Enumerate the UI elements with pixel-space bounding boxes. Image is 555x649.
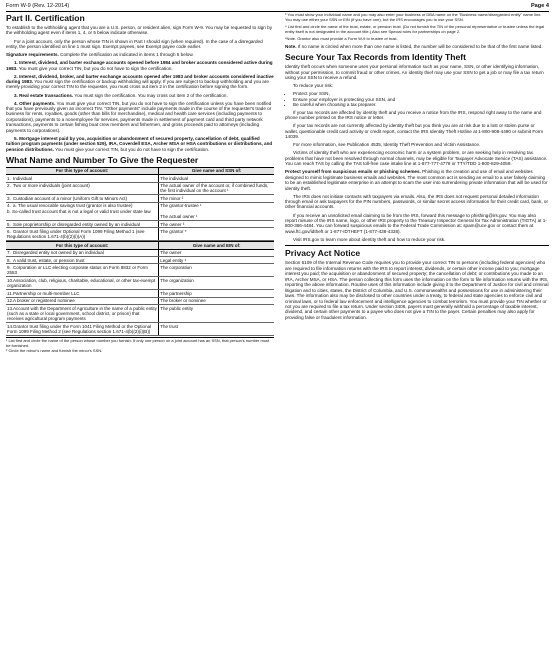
list-item: • Protect your SSN, (293, 91, 549, 96)
footnote-3: ³ You must show your individual name and you may also enter your business or DBA name on the "Business name/disregarded entity" name line. You may use either your SSN or EIN (if you have one), but the IRS encourages you to use your SSN. (285, 12, 542, 22)
identity-theft-intro: Identity theft occurs when someone uses your personal information such as your name, SSN, or other identifying information, without your permission, to commit fraud or other crimes. An identity thief may use your SSN to get a job or may file a tax return using your SSN to receive a refund. (285, 64, 544, 81)
table-row: 14.Grantor trust filing under the Form 1041 Filing Method or the Optional Form 1099 Filing Method 2 (see Regulations section 1.671-4(b)(2)(i)(B)) The trust (6, 323, 274, 336)
grantor-note: *Note. Grantor also must provide a Form W-9 to trustee of trust. (285, 36, 398, 41)
list-item: • Be careful when choosing a tax preparer. (293, 102, 549, 107)
right-column (285, 13, 549, 323)
footnote-4: ⁴ List first and circle the name of the trust, estate, or pension trust. (Do not furnish the TIN of the personal representative or trustee unless the legal entity itself is not designated in the account title.) Also see Special rules for partnerships on page 2. (285, 24, 545, 34)
ein-col-account: For this type of account: (6, 242, 159, 249)
cert-item-3: 3. Real estate transactions. You must sign the certification. You may cross out item 2 of the certification. (14, 92, 228, 98)
table-row: 6. Grantor trust filing under Optional Form 1099 Filing Method 1 (see Regulations section 1.671-4(b)(2)(i)(A)) The grantor * (6, 228, 274, 241)
table-row: 13.Account with the Department of Agriculture in the name of a public entity (such as a state or local government, school district, or prison) that receives agricultural program payments The public entity (6, 305, 274, 323)
table-row: 3. Custodian account of a minor (Uniform Gift to Minors Act) The minor ² (6, 195, 274, 202)
cert-item-5: 5. Mortgage interest paid by you, acquisition or abandonment of secured property, cancellation of debt, qualified tuition program payments (under section 529), IRA, Coverdell ESA, Archer MSA or HSA contributions or distributions, and pension distributions. You must give your correct TIN, but you do not have to sign the certification. (6, 135, 273, 152)
table-row: 7. Disregarded entity not owned by an individual The owner (6, 249, 274, 256)
cert-item-1: 1. Interest, dividend, and barter exchange accounts opened before 1984 and broker accounts considered active during 1983. You must give your correct TIN, but you do not have to sign the certification. (6, 60, 273, 71)
certification-heading: Part II. Certification (6, 13, 85, 23)
identity-theft-heading: Secure Your Tax Records from Identity Theft (285, 52, 466, 63)
footnote-2: ² Circle the minor's name and furnish the minor's SSN. (6, 347, 103, 353)
ssn-col-account: For this type of account: (6, 167, 159, 174)
list-item: • Ensure your employer is protecting your SSN, and (293, 97, 549, 102)
reduce-risk-label: To reduce your risk: (293, 83, 334, 89)
section-divider (285, 245, 549, 246)
hotline-paragraph: If your tax records are not currently affected by identity theft but you think you are at risk due to a lost or stolen purse or wallet, questionable credit card activity or credit report, contact the IRS Identity Theft Hotline at 1-800-908-4490 or submit Form 14039. (285, 123, 544, 140)
intro-paragraph: To establish to the withholding agent that you are a U.S. person, or resident alien, sign Form W-9. You may be requested to sign by the withholding agent even if items 1, 4, or 5 below indicate otherwise. (6, 25, 272, 36)
table-row: 10.Association, club, religious, charitable, educational, or other tax-exempt organization The organization (6, 277, 274, 290)
table-row: 2. Two or more individuals (joint account) The actual owner of the account or, if combined funds, the first individual on the account ¹ (6, 182, 274, 195)
table-row: 9. Corporation or LLC electing corporate status on Form 8832 or Form 2553 The corporation (6, 264, 274, 277)
irs-email-paragraph: The IRS does not initiate contacts with taxpayers via emails. Also, the IRS does not request personal detailed information through email or ask taxpayers for the PIN numbers, passwords, or similar secret access information for their credit card, bank, or other financial accounts. (285, 193, 548, 210)
table-row: 4. a. The usual revocable savings trust (grantor is also trustee) b. So-called trust account that is not a legal or valid trust under state law The grantor-trustee ¹ The actual owner ¹ (6, 202, 274, 220)
cert-item-2: 2. Interest, dividend, broker, and barter exchange accounts opened after 1983 and broker accounts considered inactive during 1983. You must sign the certification or backup withholding will apply. If you are subject to backup withholding and you are merely providing your correct TIN to the requester, you must cross out item 2 in the certification before signing the form. (6, 73, 274, 90)
page-header (6, 2, 549, 12)
risk-list (285, 91, 549, 107)
table-row: 5. Sole proprietorship or disregarded entity owned by an individual The owner ³ (6, 220, 274, 227)
privacy-paragraph: Section 6109 of the Internal Revenue Code requires you to provide your correct TIN to persons (including federal agencies) who are required to file information returns with the IRS to report interest, dividends, or certain other income paid to you; mortgage interest you paid; the acquisition or abandonment of secured property; the cancellation of debt; or contributions you made to an IRA, Archer MSA, or HSA. The person collecting this form uses the information on the form to file information returns with the IRS, reporting the above information. Routine uses of this information include giving it to the Department of Justice for civil and criminal litigation and to cities, states, the District of Columbia, and U.S. commonwealths and possessions for use in administering their laws. The information also may be disclosed to other countries under a treaty, to federal and state agencies to enforce civil and criminal laws, or to federal law enforcement and intelligence agencies to combat terrorism. You must provide your TIN whether or not you are required to file a tax return. Under section 3406, payers must generally withhold a percentage of taxable interest, dividend, and certain other payments to a payee who does not give a TIN to the payer. Certain penalties may also apply for providing false or fraudulent information. (285, 260, 549, 320)
joint-account-paragraph: For a joint account, only the person whose TIN is shown in Part I should sign (when required). In the case of a disregarded entity, the person identified on line 1 must sign. Exempt payees, see Exempt payee code earlier. (6, 38, 263, 49)
right-footnotes (285, 13, 549, 42)
table-row: 1. Individual The individual (6, 175, 274, 182)
page-number: Page 4 (530, 3, 549, 9)
ssn-table (6, 167, 274, 241)
ein-table (6, 241, 274, 336)
tas-paragraph: Victims of identity theft who are experiencing economic harm or a system problem, or are seeking help in resolving tax problems that have not been resolved through normal channels, may be eligible for Taxpayer Advocate Service (TAS) assistance. You can reach TAS by calling the TAS toll-free case intake line at 1-877-777-4778 or TTY/TDD 1-800-829-4059. (285, 150, 548, 167)
footnote-1: ¹ List first and circle the name of the person whose number you furnish. If only one person on a joint account has an SSN, that person's number must be furnished. (6, 337, 270, 348)
cert-item-4: 4. Other payments. You must give your correct TIN, but you do not have to sign the certification unless you have been notified that you have previously given an incorrect TIN. "Other payments" include payments made in the course of the requester's trade or business for rents, royalties, goods (other than bills for merchandise), medical and health care services (including payments to corporations), payments to a nonemployee for services, payments made in settlement of payment card and third party network transactions, payments to certain fishing boat crew members and fishermen, and gross proceeds paid to attorneys (including payments to corporations). (6, 100, 272, 133)
ein-col-give: Give name and EIN of: (159, 242, 274, 249)
left-column (6, 13, 274, 354)
circled-name-note: Note. If no name is circled when more than one name is listed, the number will be considered to be that of the first name listed. (285, 44, 543, 50)
table-row: 8. A valid trust, estate, or pension trust Legal entity ⁴ (6, 256, 274, 263)
requester-table-heading: What Name and Number To Give the Requester (6, 154, 199, 165)
signature-requirements: Signature requirements. Complete the certification as indicated in items 1 through 5 below. (6, 52, 194, 57)
ssn-col-give: Give name and SSN of: (159, 167, 274, 174)
publication-paragraph: For more information, see Publication 4535, Identity Theft Prevention and Victim Assistance. (293, 142, 481, 148)
table-row: 11.Partnership or multi-member LLC The partnership (6, 290, 274, 297)
phishing-paragraph: Protect yourself from suspicious emails or phishing schemes. Phishing is the creation and use of email and websites designed to mimic legitimate business emails and websites. The most common act is sending an email to a user falsely claiming to be an established legitimate enterprise in an attempt to scam the user into surrendering private information that will be used for identity theft. (285, 169, 548, 191)
left-footnotes (6, 337, 274, 354)
table-row: 12.A broker or registered nominee The broker or nominee (6, 297, 274, 304)
forward-email-paragraph: If you receive an unsolicited email claiming to be from the IRS, forward this message to phishing@irs.gov. You may also report misuse of the IRS name, logo, or other IRS property to the Treasury Inspector General for Tax Administration (TIGTA) at 1-800-366-4484. You can forward suspicious emails to the Federal Trade Commission at: spam@uce.gov or contact them at www.ftc.gov/idtheft or 1-877-IDTHEFT (1-877-438-4338). (285, 212, 547, 234)
visit-irs-paragraph: Visit IRS.gov to learn more about identity theft and how to reduce your risk. (293, 236, 446, 242)
form-id: Form W-9 (Rev. 12-2014) (6, 3, 70, 9)
notice-paragraph: If your tax records are affected by identity theft and you receive a notice from the IRS, respond right away to the name and phone number printed on the IRS notice or letter. (285, 109, 542, 121)
privacy-heading: Privacy Act Notice (285, 248, 361, 259)
